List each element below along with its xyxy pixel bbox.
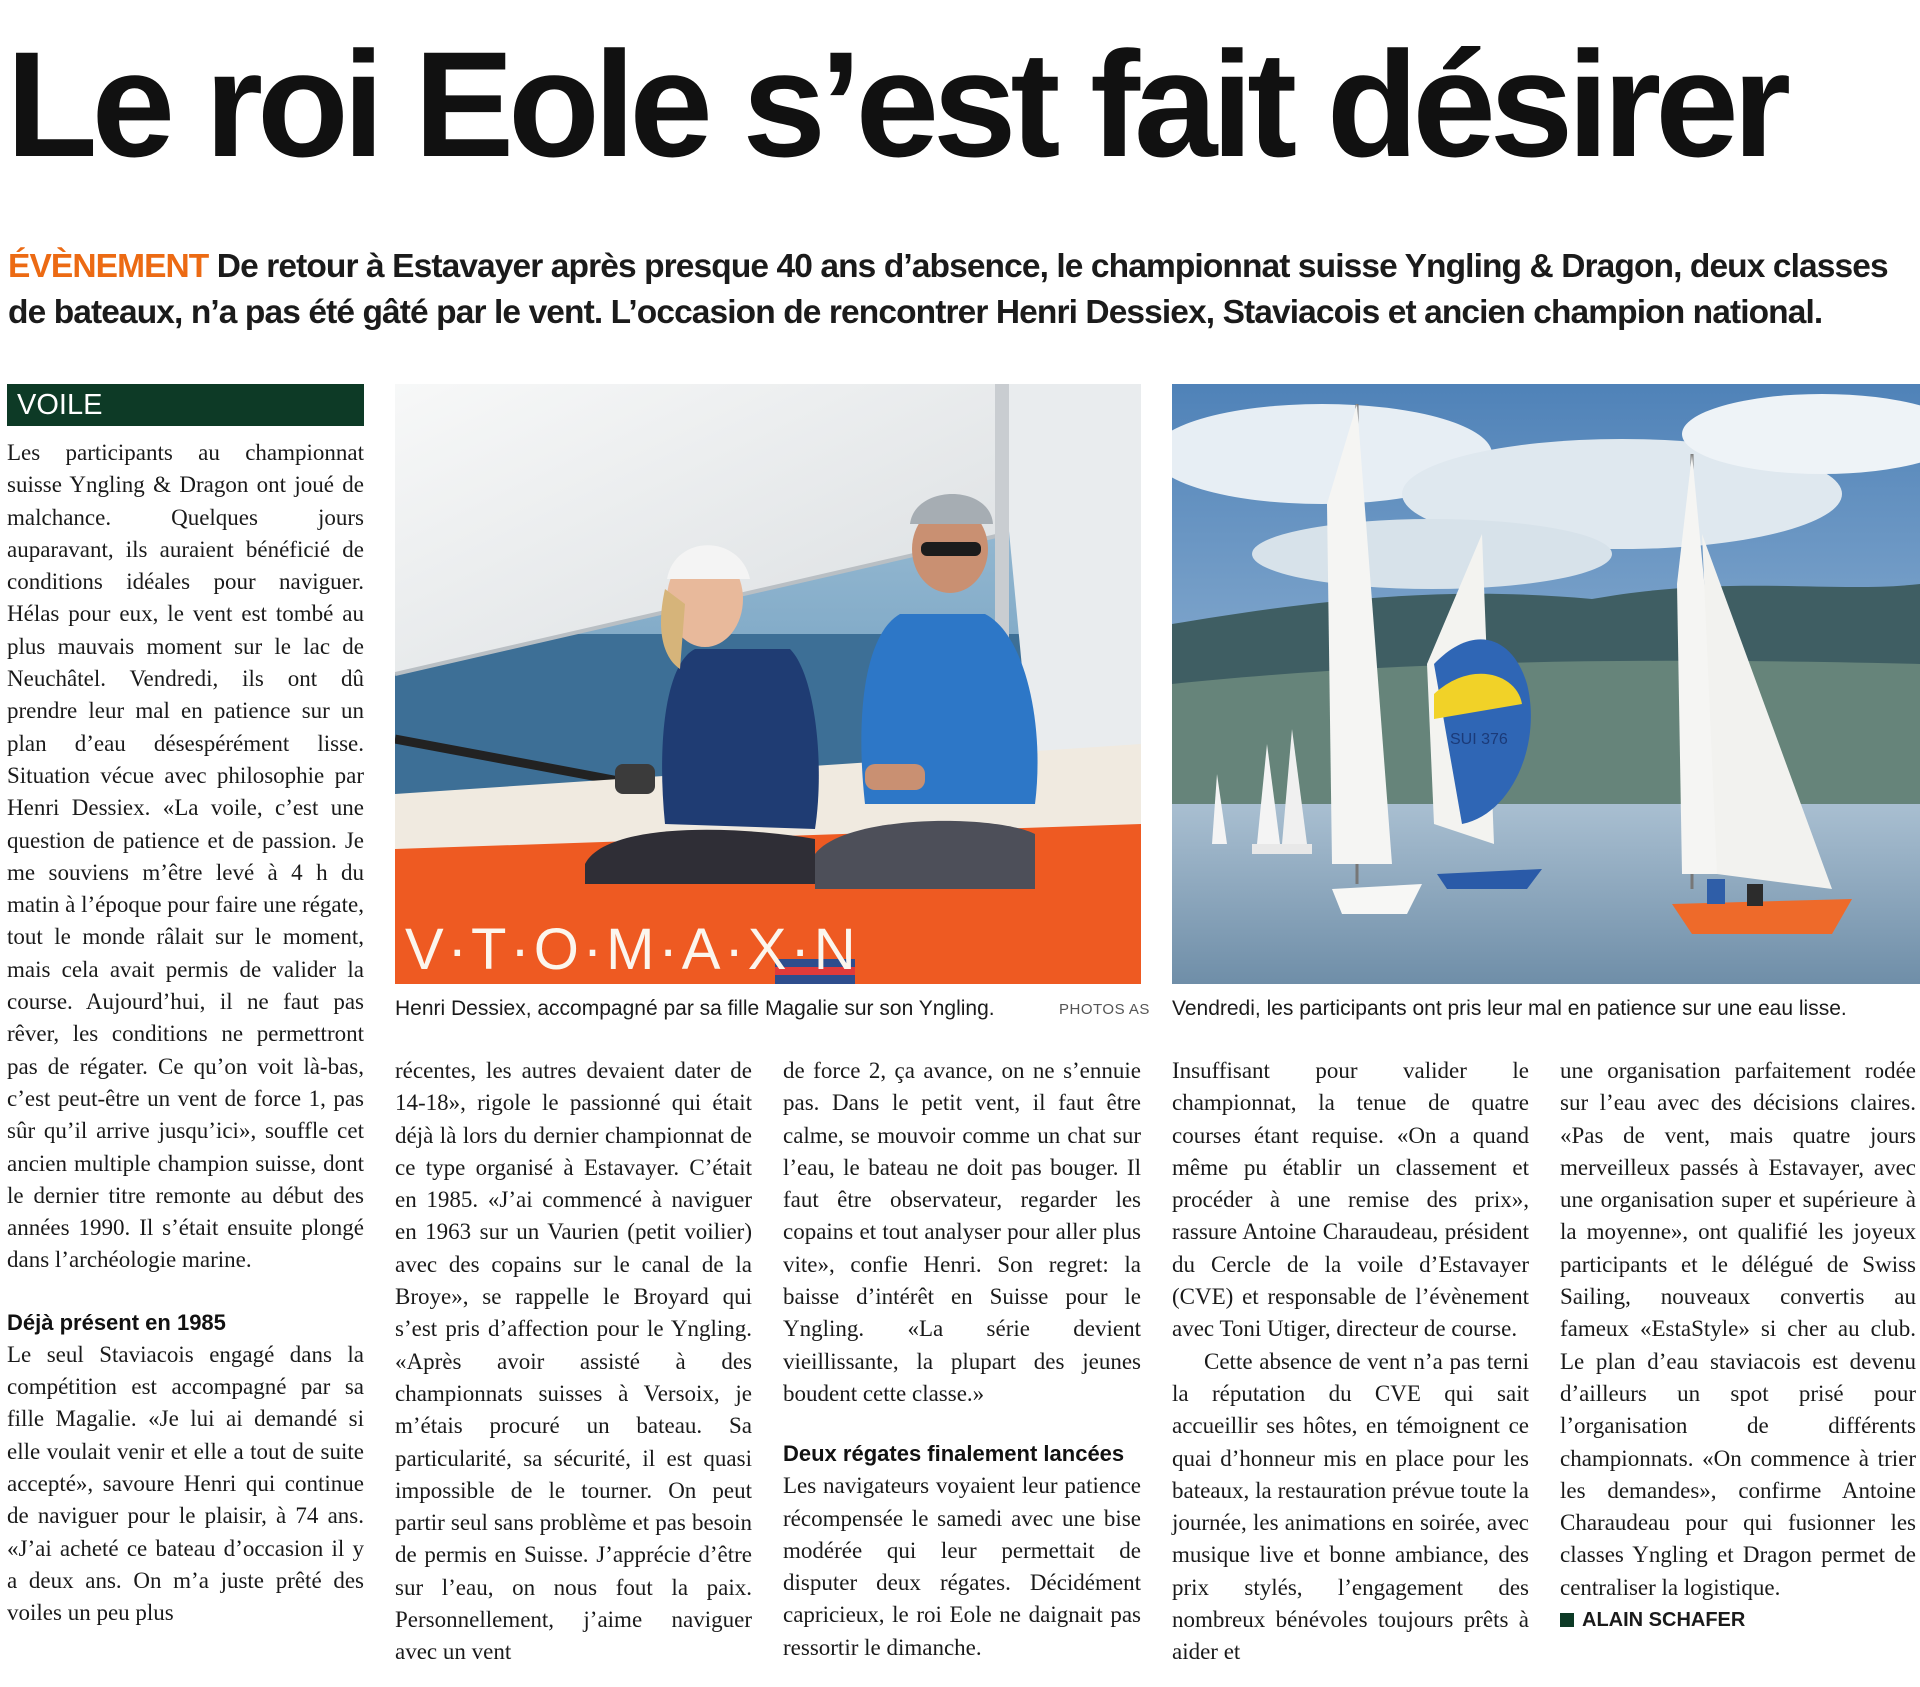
paragraph: récentes, les autres devaient dater de 14-18», rigole le passionné qui était déjà là lors du dernier championnat de ce type organisé à Estavayer. C’était en 1985. «J’ai commencé à naviguer en 1963 sur un Vaurien (petit voilier) avec des copains sur le canal de la Broye», se rappelle le Broyard qui s’est pris d’affection pour le Yngling. «Après avoir assisté à des championnats suisses à Versoix, je m’étais procuré un bateau. Sa particularité, sa sécurité, il est quasi impossible de le tourner. On peut partir seul sans problème et pas besoin de permis en Suisse. J’apprécie d’être sur l’eau, on nous fout la paix. Personnellement, j’aime naviguer avec un vent (395, 1058, 752, 1665)
paragraph: Les participants au championnat suisse Yngling & Dragon ont joué de malchance. Quelques jours auparavant, ils auraient bénéficié de conditions idéales pour naviguer. Hélas pour eux, le vent est tombé au plus mauvais moment sur le lac de Neuchâtel. Vendredi, ils ont dû prendre leur mal en patience sur un plan d’eau désespérément lisse. Situation vécue avec philosophie par Henri Dessiex. «La voile, c’est une question de patience et de passion. Je me souviens m’être levé à 4 h du matin à l’époque pour faire une régate, tout le monde râlait sur le moment, mais cela avait permis de valider la course. Aujourd’hui, il ne faut pas rêver, les conditions ne permettront pas de régater. Ce qu’on voit là-bas, c’est peut-être un vent de force 1, pas sûr qu’il arrive jusqu’ici», souffle cet ancien multiple champion suisse, dont le dernier titre remonte au début des années 1990. Il s’était ensuite plongé dans l’archéologie marine. (7, 440, 364, 1273)
sail-number: SUI 376 (1450, 731, 1508, 748)
lead-paragraph (8, 244, 1913, 336)
photo-credit: PHOTOS AS (1059, 1001, 1150, 1018)
subhead: Déjà présent en 1985 (7, 1309, 226, 1335)
subhead: Deux régates finalement lancées (783, 1441, 1125, 1467)
column-4 (1172, 1055, 1529, 1669)
paragraph: de force 2, ça avance, on ne s’ennuie pas. Dans le petit vent, il faut être calme, se mouvoir comme un chat sur l’eau, le bateau ne doit pas bouger. Il faut être observateur, regarder les copains et tout analyser pour aller plus vite», confie Henri. Son regret: la baisse d’intérêt en Suisse pour le Yngling. «La série devient vieillissante, la plupart des jeunes boudent cette classe.» (783, 1058, 1141, 1406)
paragraph: Cette absence de vent n’a pas terni la réputation du CVE qui sait accueillir ses hôtes, en témoignent ce quai d’honneur mis en place pour les bateaux, la restauration prévue toute la journée, les animations en soirée, avec musique live et bonne ambiance, des prix stylés, l’engagement des nombreux bénévoles toujours prêts à aider et (1172, 1348, 1529, 1665)
column-1 (7, 437, 364, 1629)
author-signature (1560, 1604, 1916, 1636)
signature-square-icon (1560, 1613, 1574, 1627)
photo-regatta (1172, 384, 1920, 984)
lead-kicker: ÉVÈNEMENT (8, 248, 209, 285)
paragraph: Les navigateurs voyaient leur patience récompensée le samedi avec une bise modérée qui leur permettait de disputer deux régates. Décidément capricieux, le roi Eole ne daignait pas ressortir le dimanche. (783, 1473, 1141, 1660)
column-5 (1560, 1055, 1916, 1636)
photo-henri-magalie (395, 384, 1141, 984)
column-3 (783, 1055, 1141, 1664)
lead-text: De retour à Estavayer après presque 40 ans d’absence, le championnat suisse Yngling & Dragon, deux classes de bateaux, n’a pas été gâté par le vent. L’occasion de rencontrer Henri Dessiex, Staviacois et ancien champion national. (8, 248, 1888, 331)
paragraph: Insuffisant pour valider le championnat, la tenue de quatre courses étant requise. «On a quand même pu établir un classement et procéder à une remise des prix», rassure Antoine Charaudeau, président du Cercle de la voile d’Estavayer (CVE) et responsable de l’évènement avec Toni Utiger, directeur de course. (1172, 1058, 1529, 1342)
hull-letters: V·T·O·M·A·X·N (405, 917, 860, 982)
headline: Le roi Eole s’est fait désirer (6, 20, 1786, 188)
paragraph: Le seul Staviacois engagé dans la compétition est accompagné par sa fille Magalie. «Je lui ai demandé si elle voulait venir et elle a tout de suite accepté», savoure Henri qui continue de naviguer pour le plaisir, à 74 ans. «J’ai acheté ce bateau d’occasion il y a deux ans. On m’a juste prêté des voiles un peu plus (7, 1341, 364, 1626)
section-rubric: VOILE (7, 384, 364, 426)
author-name: ALAIN SCHAFER (1582, 1609, 1746, 1632)
column-2 (395, 1055, 752, 1669)
paragraph: une organisation parfaitement rodée sur l’eau avec des décisions claires. «Pas de vent, mais quatre jours merveilleux passés à Estavayer, avec une organisation super et supérieure à la moyenne», ont qualifié les joyeux participants et le délégué de Swiss Sailing, nouveaux convertis au fameux «EstaStyle» si cher au club. Le plan d’eau staviacois est devenu d’ailleurs un spot prisé pour l’organisation de différents championnats. «On commence à trier les demandes», confirme Antoine Charaudeau pour qui fusionner les classes Yngling et Dragon permet de centraliser la logistique. (1560, 1058, 1916, 1600)
photo2-caption: Vendredi, les participants ont pris leur mal en patience sur une eau lisse. (1172, 997, 1847, 1020)
photo1-caption: Henri Dessiex, accompagné par sa fille Magalie sur son Yngling. (395, 997, 995, 1020)
